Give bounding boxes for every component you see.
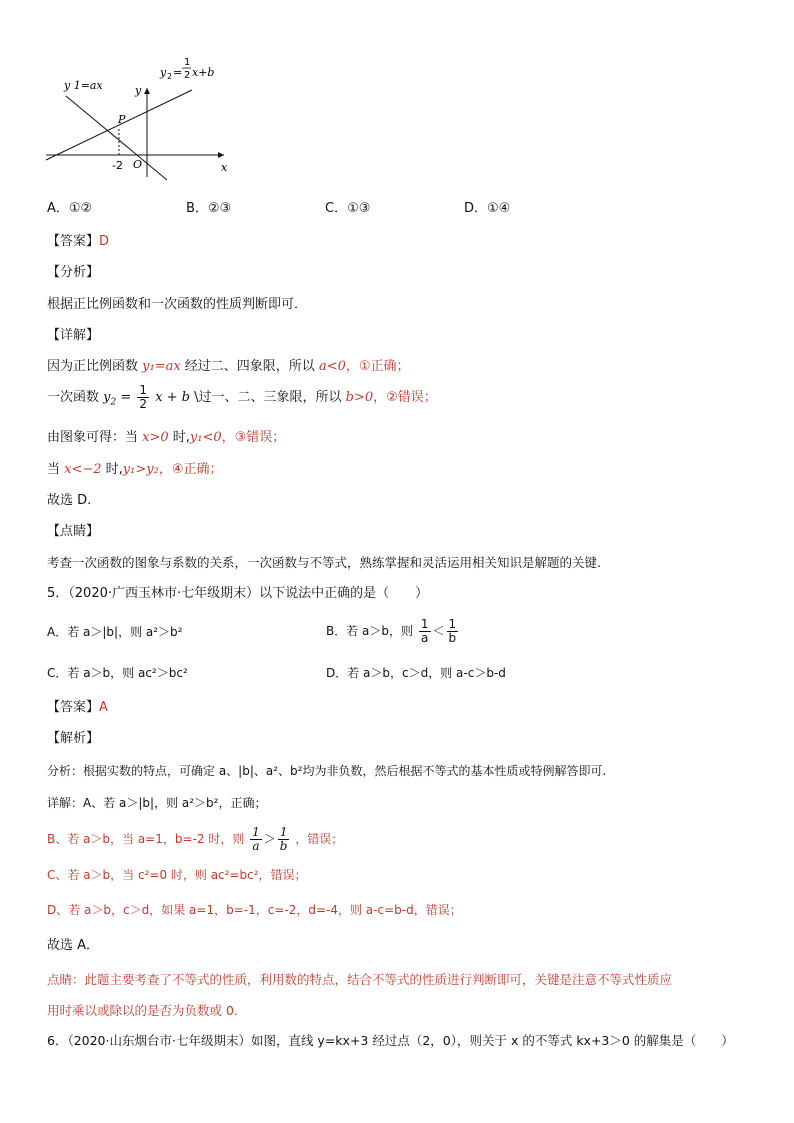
math: y₁>y₂ bbox=[122, 462, 159, 477]
text: ，④正确； bbox=[158, 462, 223, 477]
math-y2: $y_2$ = bbox=[103, 390, 132, 408]
answer-tag: 【答案】 bbox=[47, 700, 100, 715]
math: y₁<0 bbox=[189, 430, 222, 445]
text: 时, bbox=[168, 430, 190, 445]
answer-tag: 【答案】 bbox=[47, 234, 100, 249]
q5-option-a: A．若 a＞|b|，则 a²＞b² bbox=[47, 625, 183, 639]
text: B．若 a＞b，则 bbox=[326, 624, 414, 638]
math-xb: x + b bbox=[155, 390, 190, 405]
text: ，错误； bbox=[295, 832, 344, 846]
text: 经过二、四象限，所以 bbox=[180, 359, 319, 374]
function-graph-figure bbox=[42, 52, 242, 182]
q4-option-c: C．①③ bbox=[325, 201, 371, 216]
q4-option-d: D．①④ bbox=[464, 201, 511, 216]
y2-label-eq: = bbox=[173, 66, 183, 79]
y1-label: y 1=ax bbox=[64, 79, 103, 92]
math: x<−2 bbox=[64, 462, 102, 477]
detail-line-4 bbox=[47, 461, 222, 479]
math: x>0 bbox=[142, 430, 169, 445]
analysis-text: 根据正比例函数和一次函数的性质判断即可． bbox=[47, 297, 308, 312]
math: y₁=ax bbox=[142, 359, 181, 374]
text: ，①正确； bbox=[345, 359, 410, 374]
q5-option-d: D．若 a＞b，c＞d，则 a-c＞b-d bbox=[326, 666, 506, 680]
text: ，②错误； bbox=[373, 390, 437, 405]
tip-tag: 【点睛】 bbox=[47, 524, 100, 539]
text: ，③错误； bbox=[221, 430, 286, 445]
math: a<0 bbox=[318, 359, 346, 374]
y2-label-pre: y bbox=[160, 66, 167, 79]
y2-label-tail: x+b bbox=[192, 66, 215, 79]
q5-explain-4: C、若 a＞b，当 c²=0 时，则 ac²=bc²，错误； bbox=[47, 868, 307, 882]
q4-option-b: B．②③ bbox=[186, 201, 232, 216]
answer-value: D bbox=[99, 234, 110, 249]
q5-explain-1: 分析：根据实数的特点，可确定 a、|b|、a²、b²均为非负数，然后根据不等式的基本性质或特例解答即可. bbox=[47, 764, 607, 778]
y2-frac-num: 1 bbox=[184, 57, 191, 68]
x-axis-label: x bbox=[221, 161, 228, 174]
q5-stem: 5．（2020·广西玉林市·七年级期末）以下说法中正确的是（ ） bbox=[47, 586, 429, 601]
q4-option-a: A．①② bbox=[47, 201, 93, 216]
detail-line-1 bbox=[47, 358, 410, 376]
text: 因为正比例函数 bbox=[47, 359, 143, 374]
q5-tip-2: 用时乘以或除以的是否为负数或 0. bbox=[47, 1003, 238, 1018]
q6-stem: 6．（2020·山东烟台市·七年级期末）如图，直线 y=kx+3 经过点（2，0），则关于 x 的不等式 kx+3＞0 的解集是（ ） bbox=[47, 1033, 734, 1048]
q5-option-c: C．若 a＞b，则 ac²＞bc² bbox=[47, 666, 188, 680]
tick-minus-2: -2 bbox=[112, 159, 123, 172]
y-axis-arrow bbox=[144, 88, 150, 94]
tip-text: 考查一次函数的图象与系数的关系，一次函数与不等式，熟练掌握和灵活运用相关知识是解题的关键. bbox=[47, 555, 601, 570]
q5-tip-1: 点睛：此题主要考查了不等式的性质，利用数的特点，结合不等式的性质进行判断即可，关键是注意不等式性质应 bbox=[47, 972, 673, 987]
x-axis-arrow bbox=[218, 152, 224, 158]
operator: ＜ bbox=[432, 624, 445, 638]
fraction-half: $\frac{1}{2}$ bbox=[139, 383, 148, 411]
q4-answer bbox=[47, 233, 109, 251]
detail-tag: 【详解】 bbox=[47, 328, 100, 343]
answer-value: A bbox=[99, 700, 108, 715]
detail-line-3 bbox=[47, 429, 285, 447]
operator: ＞ bbox=[263, 832, 276, 846]
q5-explain-3 bbox=[47, 820, 343, 858]
q4-conclusion: 故选 D. bbox=[47, 493, 92, 508]
y-axis-label: y bbox=[135, 84, 142, 97]
math: b>0 bbox=[345, 390, 374, 405]
fraction-1-over-b: $\frac{1}{b}$ bbox=[448, 617, 457, 645]
q5-explain-5: D、若 a＞b，c＞d，如果 a=1，b=-1，c=-2，d=-4，则 a-c=b-d，错误； bbox=[47, 903, 462, 917]
q5-option-b bbox=[326, 612, 460, 650]
fraction-1-over-b: $\frac{1}{b}$ bbox=[279, 825, 288, 853]
y2-frac-den: 2 bbox=[184, 70, 191, 81]
text: \过一、二、三象限，所以 bbox=[194, 390, 346, 405]
y2-label-sub: 2 bbox=[167, 72, 173, 81]
q5-explain-2: 详解：A、若 a＞|b|，则 a²＞b²，正确； bbox=[47, 796, 267, 810]
q5-conclusion: 故选 A． bbox=[47, 938, 100, 953]
text: 一次函数 bbox=[47, 390, 104, 405]
text: 时, bbox=[101, 462, 123, 477]
q5-answer bbox=[47, 699, 108, 717]
text: 当 bbox=[47, 462, 65, 477]
explain-tag: 【解析】 bbox=[47, 731, 100, 746]
fraction-1-over-a: $\frac{1}{a}$ bbox=[420, 617, 429, 645]
text: B、若 a＞b，当 a=1，b=-2 时，则 bbox=[47, 832, 245, 846]
text: 由图象可得：当 bbox=[47, 430, 143, 445]
detail-line-2 bbox=[47, 384, 437, 417]
point-p-label: P bbox=[118, 113, 126, 126]
origin-label: O bbox=[133, 158, 143, 171]
analysis-tag: 【分析】 bbox=[47, 265, 100, 280]
fraction-1-over-a: $\frac{1}{a}$ bbox=[252, 825, 260, 853]
